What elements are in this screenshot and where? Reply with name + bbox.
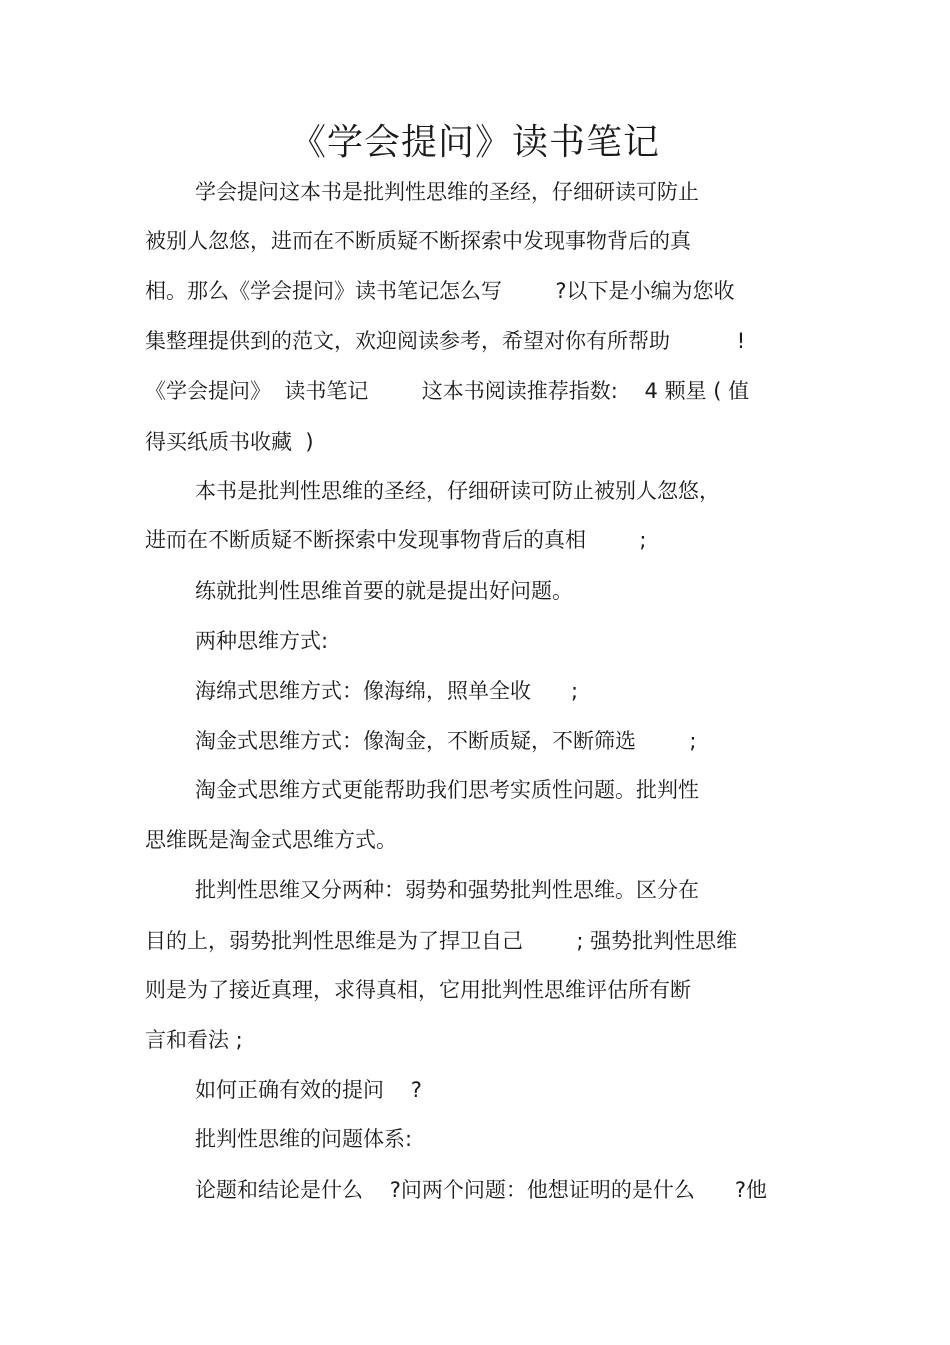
text-line: 两种思维方式: [195,629,329,653]
text-line: 得买纸质书收藏 ) [145,430,314,454]
text-line: 言和看法 ; [145,1028,243,1052]
text-line: 批判性思维又分两种：弱势和强势批判性思维。区分在 [195,878,699,902]
text-line: 则是为了接近真理，求得真相，它用批判性思维评估所有断 [145,978,691,1002]
text-line: 集整理提供到的范文，欢迎阅读参考，希望对你有所帮助 ! [145,329,746,353]
text-line: 批判性思维的问题体系: [195,1127,413,1151]
text-line: 进而在不断质疑不断探索中发现事物背后的真相 ; [145,528,647,552]
text-line: 论题和结论是什么 ?问两个问题：他想证明的是什么 ?他 [195,1178,768,1202]
text-line: 相。那么《学会提问》读书笔记怎么写 ?以下是小编为您收 [145,279,735,303]
text-line: 被别人忽悠，进而在不断质疑不断探索中发现事物背后的真 [145,229,691,253]
text-line: 目的上，弱势批判性思维是为了捍卫自己 ; 强势批判性思维 [145,929,738,953]
text-line: 学会提问这本书是批判性思维的圣经，仔细研读可防止 [195,180,699,204]
text-line: 淘金式思维方式：像淘金，不断质疑，不断筛选 ; [195,729,697,753]
text-line: 如何正确有效的提问 ? [195,1078,422,1102]
text-line: 淘金式思维方式更能帮助我们思考实质性问题。批判性 [195,778,699,802]
document-title: 《学会提问》读书笔记 [289,122,660,163]
text-line: 练就批判性思维首要的就是提出好问题。 [195,579,573,603]
text-line: 《学会提问》 读书笔记 这本书阅读推荐指数: 4 颗星 ( 值 [145,379,750,403]
text-line: 本书是批判性思维的圣经，仔细研读可防止被别人忽悠， [195,479,720,503]
text-line: 海绵式思维方式：像海绵，照单全收 ; [195,679,579,703]
text-line: 思维既是淘金式思维方式。 [145,828,397,852]
